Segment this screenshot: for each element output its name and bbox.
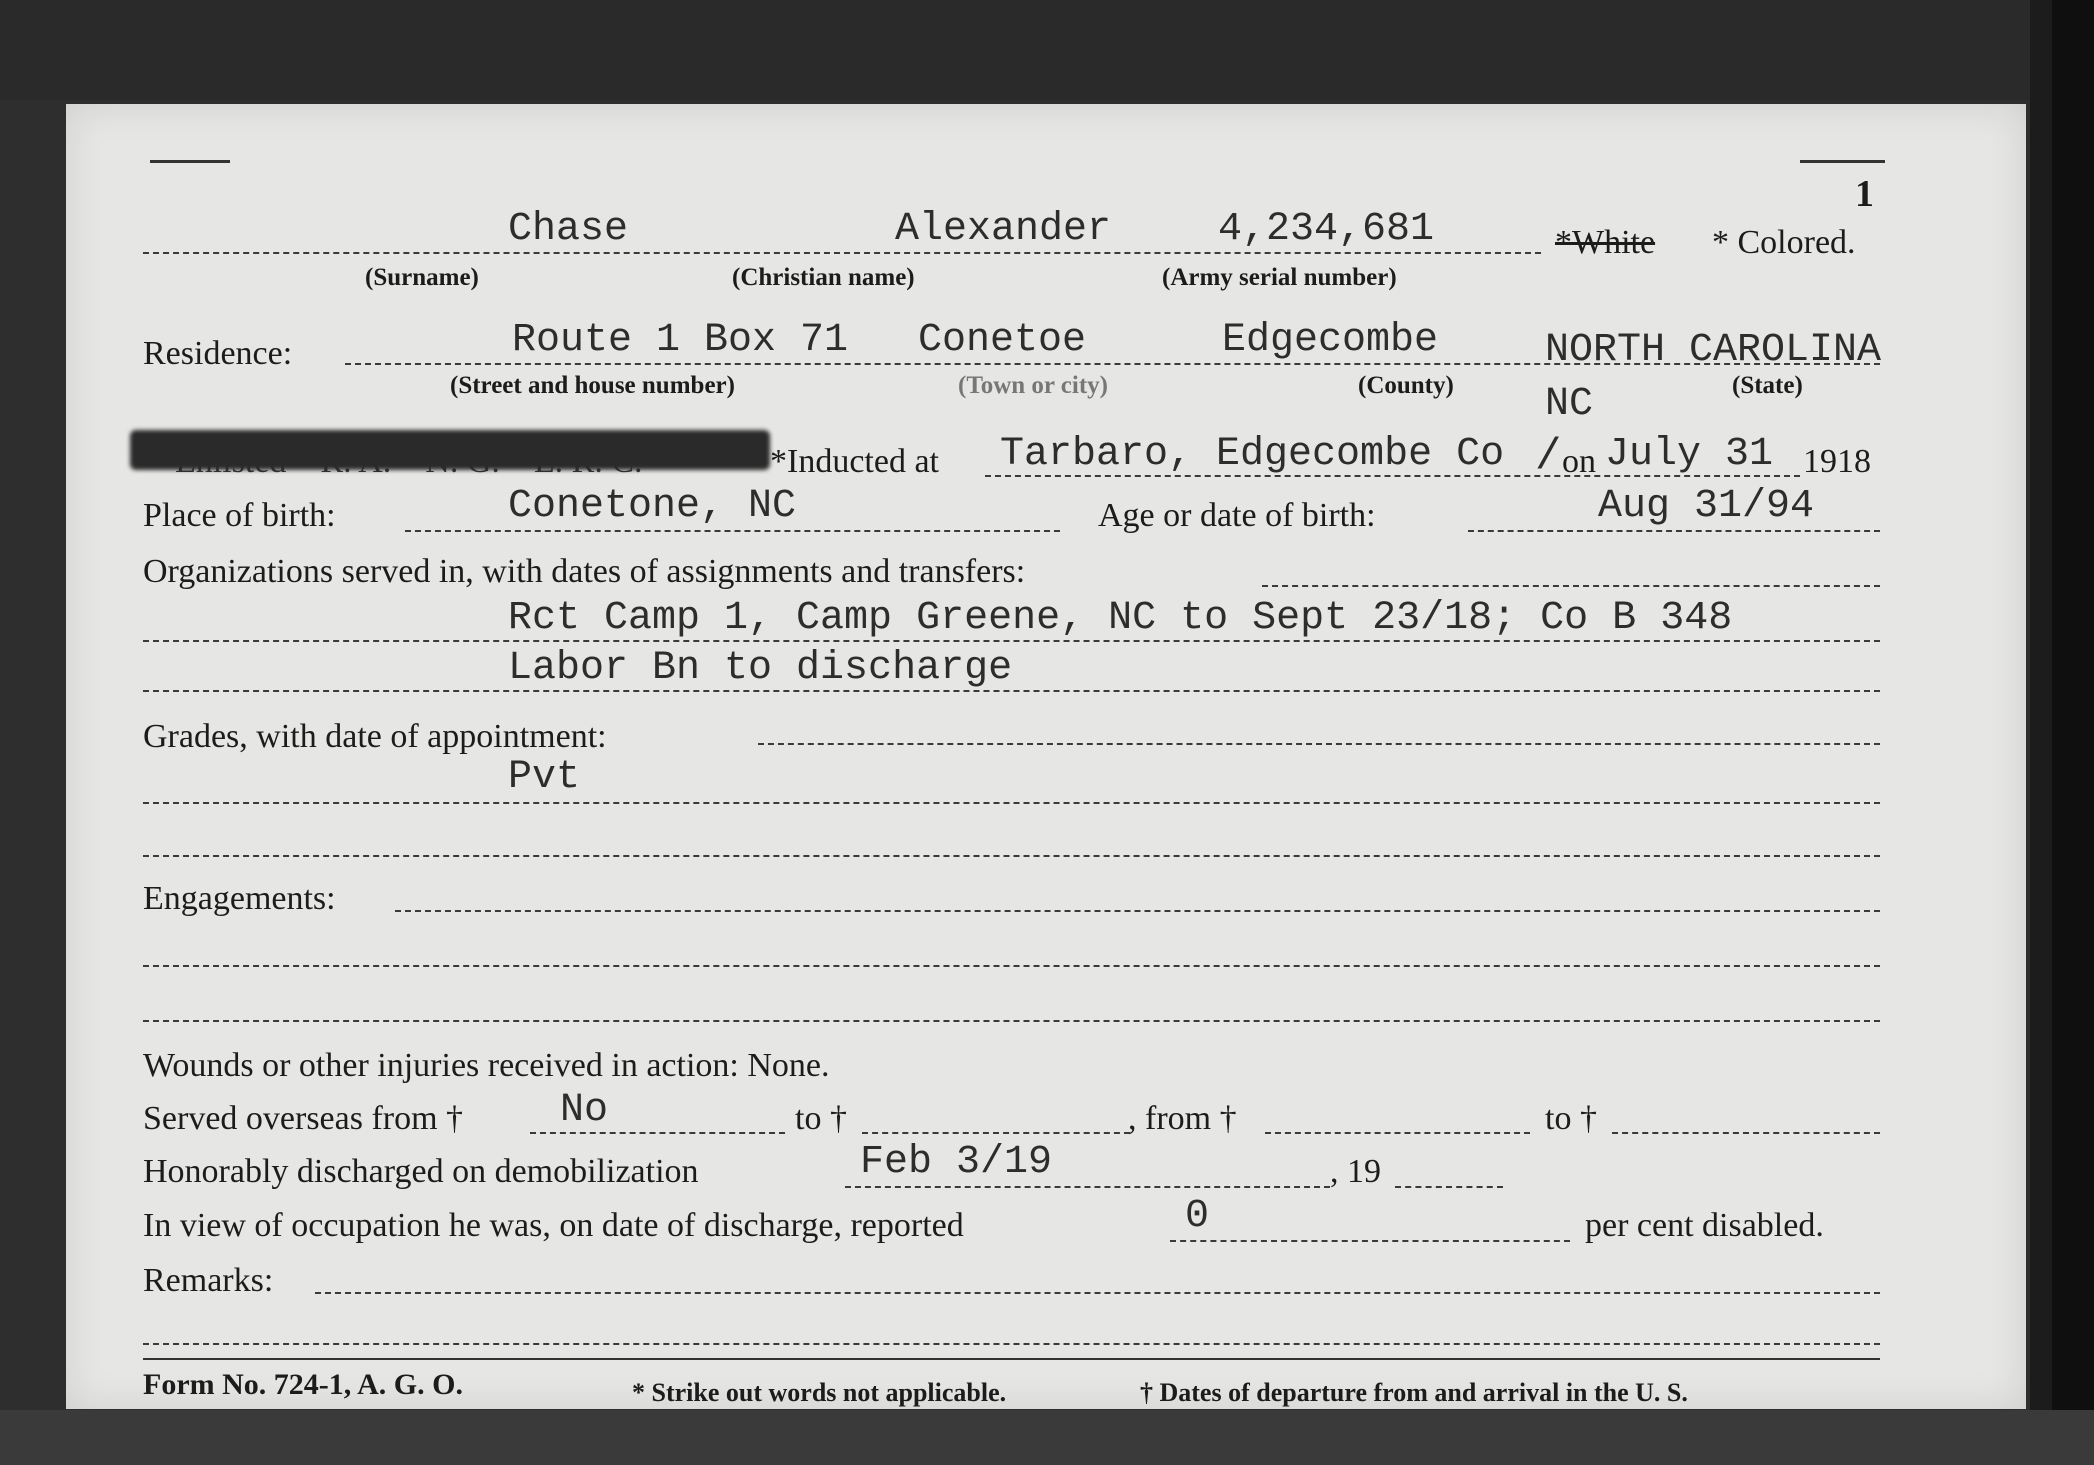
footer-dates-note: † Dates of departure from and arrival in the U. S. xyxy=(1140,1378,1688,1407)
grades-line-2 xyxy=(143,855,1880,857)
redaction-mark xyxy=(130,430,770,470)
footer-strike-note: * Strike out words not applicable. xyxy=(632,1378,1007,1407)
overseas-line-4 xyxy=(1612,1132,1880,1134)
overseas-to-2: to † xyxy=(1545,1100,1597,1137)
corner-mark-left xyxy=(150,160,230,163)
form-number: Form No. 724-1, A. G. O. xyxy=(143,1368,463,1401)
residence-town: Conetoe xyxy=(918,318,1087,363)
inducted-on-label: on xyxy=(1562,443,1596,480)
discharge-year-line xyxy=(1395,1186,1503,1188)
residence-street: Route 1 Box 71 xyxy=(512,318,849,363)
birth-date-line xyxy=(1468,530,1880,532)
inducted-label: *Inducted at xyxy=(770,443,939,480)
engagements-label: Engagements: xyxy=(143,880,336,917)
caption-street: (Street and house number) xyxy=(450,372,735,399)
card-number: 1 xyxy=(1855,173,1874,215)
birth-place-line xyxy=(405,530,1060,532)
footer-rule xyxy=(143,1358,1880,1360)
grades-value: Pvt xyxy=(508,755,581,800)
christian-name-value: Alexander xyxy=(895,207,1112,252)
engagements-line-2 xyxy=(143,1020,1880,1022)
overseas-value: No xyxy=(560,1088,609,1133)
inducted-year: 1918 xyxy=(1803,443,1871,480)
corner-mark-right xyxy=(1800,160,1885,163)
disability-suffix: per cent disabled. xyxy=(1585,1207,1824,1244)
caption-state: (State) xyxy=(1732,372,1803,399)
grades-line-1 xyxy=(143,802,1880,804)
birth-date-value: Aug 31/94 xyxy=(1598,484,1815,529)
discharge-line xyxy=(845,1186,1330,1188)
caption-county: (County) xyxy=(1358,372,1454,399)
organizations-label: Organizations served in, with dates of assignments and transfers: xyxy=(143,553,1026,590)
overseas-line-3 xyxy=(1265,1132,1530,1134)
residence-state-abbr: NC xyxy=(1545,382,1594,427)
birth-place-label: Place of birth: xyxy=(143,497,336,534)
surname-value: Chase xyxy=(508,207,629,252)
birth-place-value: Conetone, NC xyxy=(508,484,797,529)
inducted-date: July 31 xyxy=(1605,432,1774,477)
caption-town: (Town or city) xyxy=(958,372,1108,399)
grades-label: Grades, with date of appointment: xyxy=(143,718,607,755)
inducted-place: Tarbaro, Edgecombe Co xyxy=(1000,432,1505,477)
overseas-line-2 xyxy=(862,1132,1130,1134)
engagements-line-1 xyxy=(143,965,1880,967)
scan-background-edge xyxy=(2052,0,2094,1465)
organizations-line-0 xyxy=(1262,585,1880,587)
caption-serial-number: (Army serial number) xyxy=(1162,264,1397,291)
caption-surname: (Surname) xyxy=(365,264,479,291)
overseas-to-1: to † xyxy=(795,1100,847,1137)
residence-state: NORTH CAROLINA xyxy=(1545,328,1882,373)
engagements-line-0 xyxy=(395,910,1880,912)
scan-background-top xyxy=(0,0,2094,100)
inducted-slash: / xyxy=(1535,432,1562,482)
scan-background-bottom xyxy=(0,1410,2094,1465)
remarks-label: Remarks: xyxy=(143,1262,274,1299)
caption-christian-name: (Christian name) xyxy=(732,264,915,291)
overseas-from: , from † xyxy=(1128,1100,1237,1137)
name-line xyxy=(143,252,1541,254)
disability-label: In view of occupation he was, on date of discharge, reported xyxy=(143,1207,964,1244)
discharge-label: Honorably discharged on demobilization xyxy=(143,1153,699,1190)
discharge-year-prefix: , 19 xyxy=(1330,1153,1381,1190)
race-white: *White xyxy=(1555,224,1656,261)
organizations-value-2: Labor Bn to discharge xyxy=(508,646,1013,691)
birth-date-label: Age or date of birth: xyxy=(1098,497,1376,534)
discharge-date: Feb 3/19 xyxy=(860,1140,1053,1185)
grades-line-0 xyxy=(758,743,1880,745)
residence-county: Edgecombe xyxy=(1222,318,1439,363)
remarks-line-1 xyxy=(315,1292,1880,1294)
residence-label: Residence: xyxy=(143,335,293,372)
overseas-label: Served overseas from † xyxy=(143,1100,464,1137)
organizations-value-1: Rct Camp 1, Camp Greene, NC to Sept 23/18; Co B 348 xyxy=(508,596,1733,641)
disability-line xyxy=(1170,1240,1570,1242)
race-colored: * Colored. xyxy=(1712,224,1856,261)
disability-value: 0 xyxy=(1185,1194,1210,1239)
wounds-label: Wounds or other injuries received in action: None. xyxy=(143,1047,830,1084)
remarks-line-2 xyxy=(143,1343,1880,1345)
serial-number-value: 4,234,681 xyxy=(1218,207,1435,252)
